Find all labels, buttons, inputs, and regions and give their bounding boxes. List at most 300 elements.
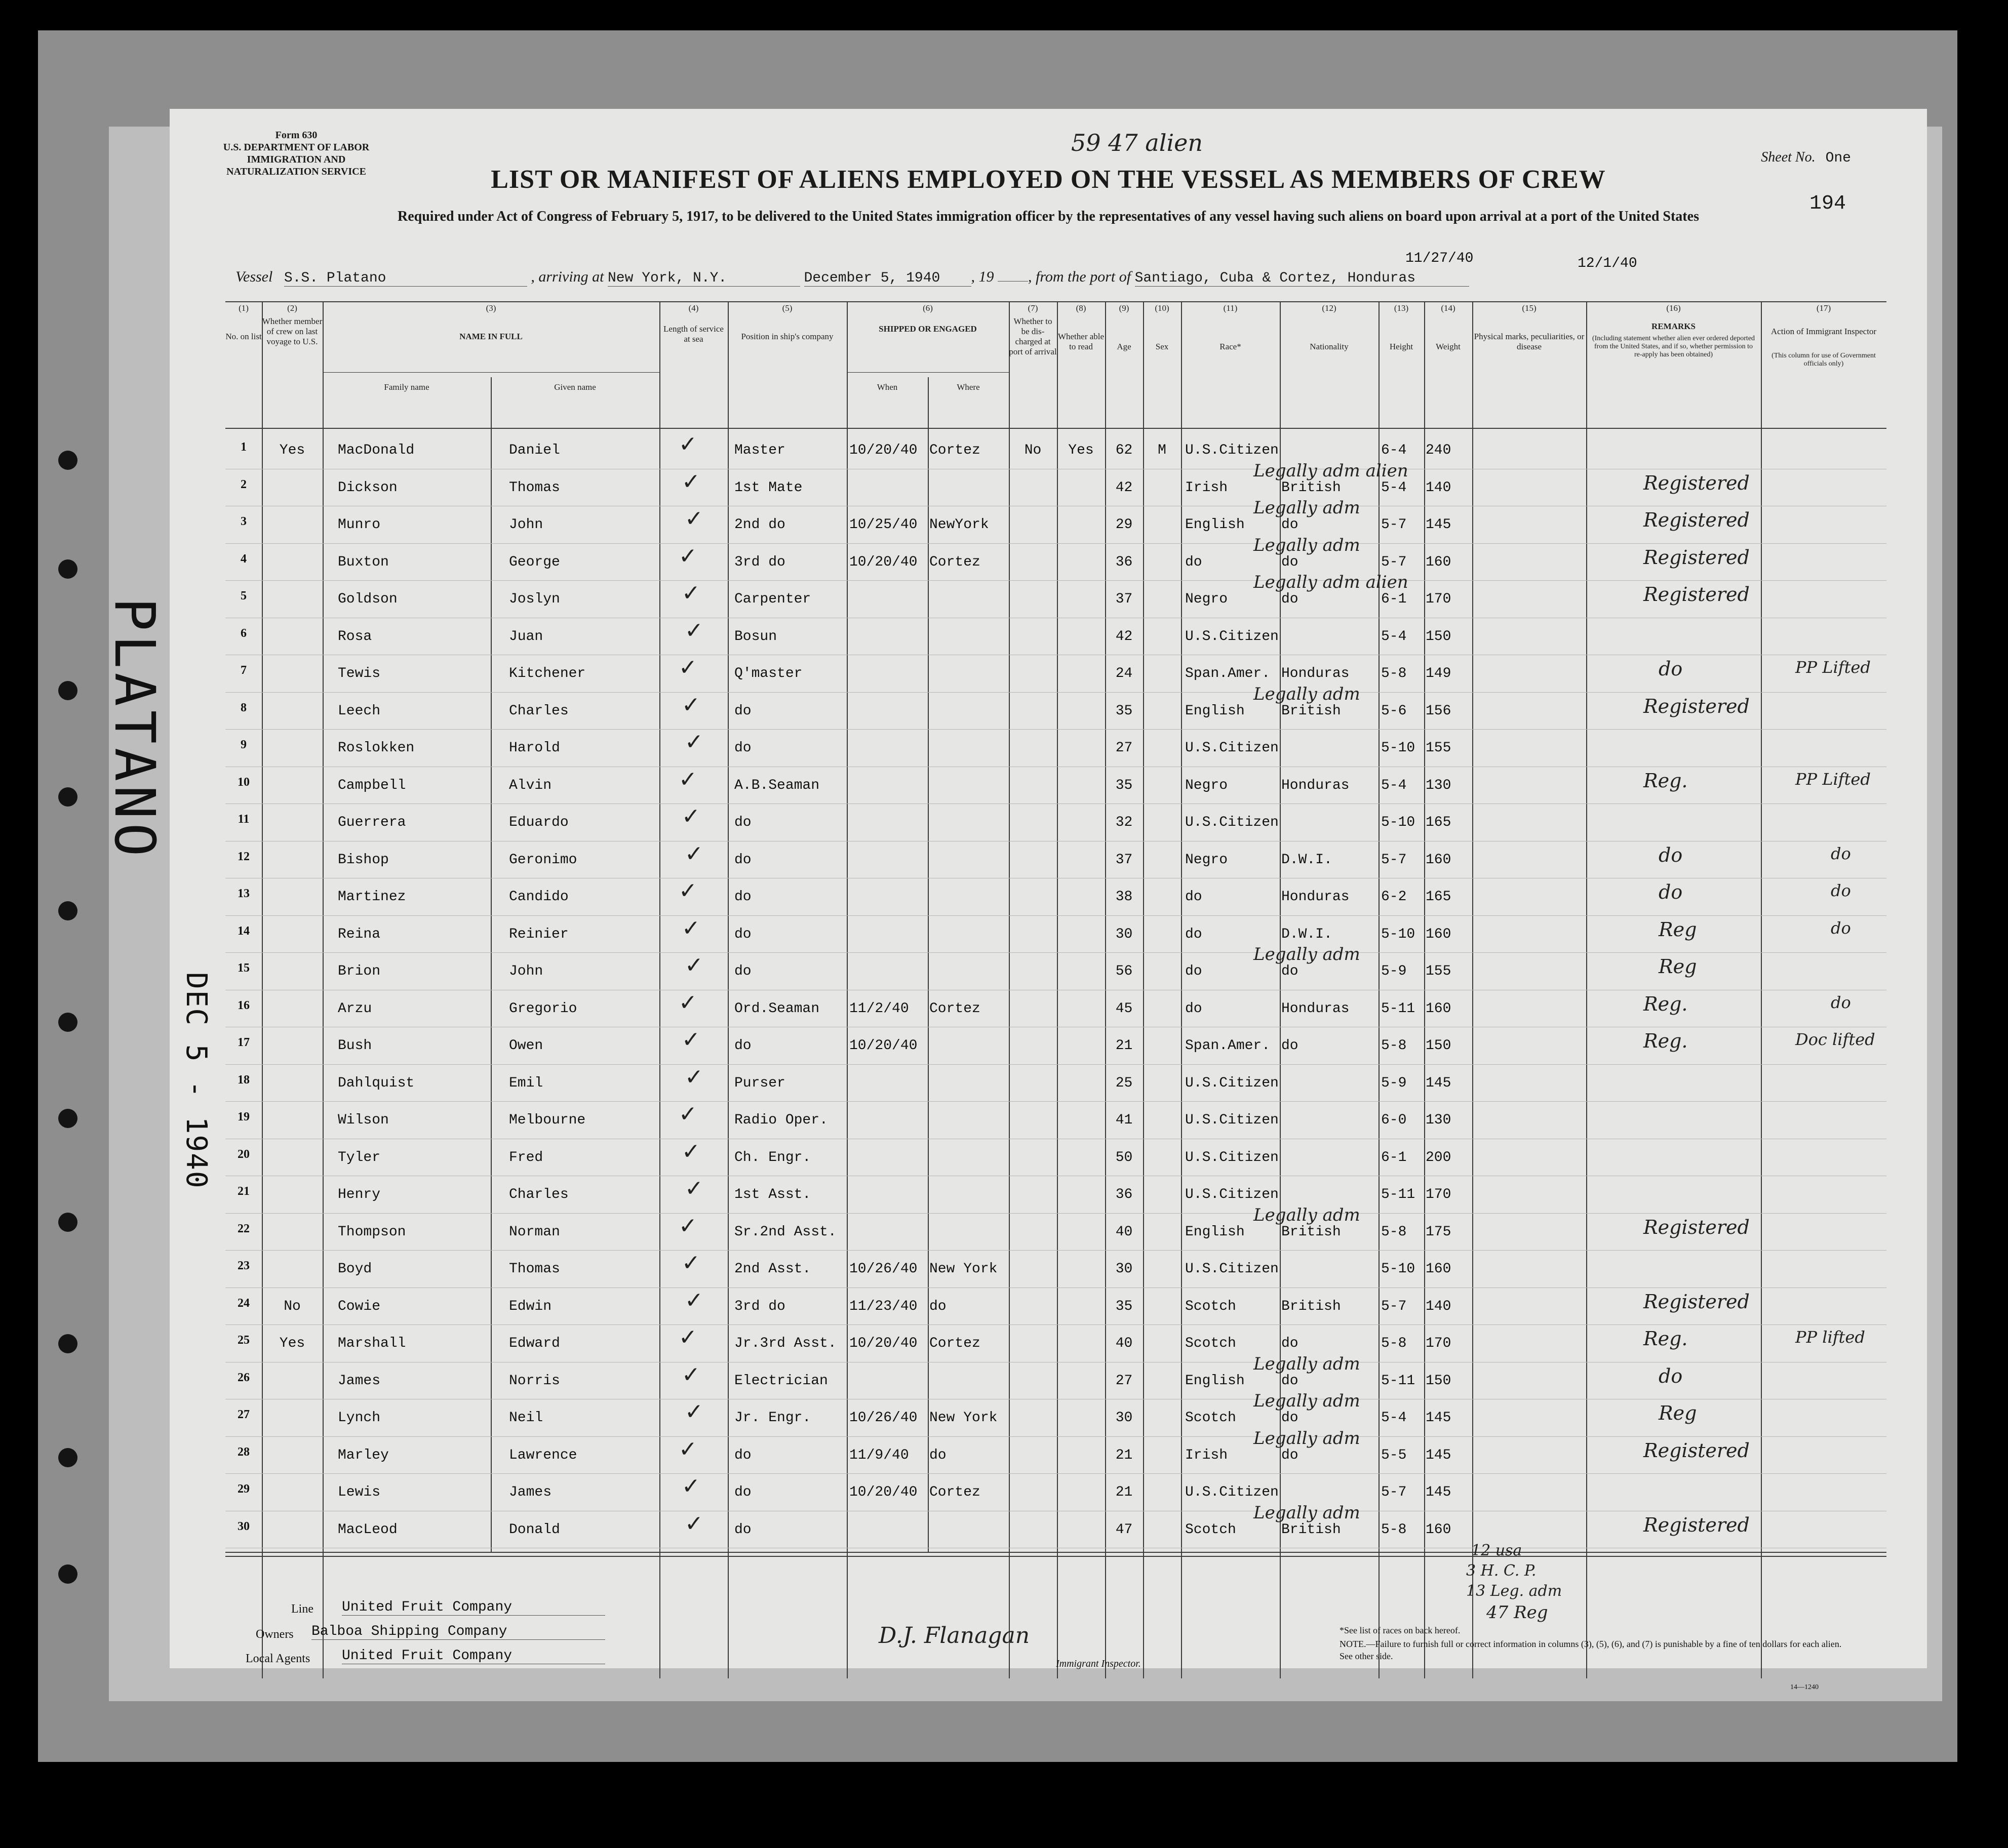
cell-wt: 160 [1426,852,1451,868]
cell-given: Donald [509,1521,560,1538]
cell-given: James [509,1484,552,1500]
cell-race: Negro [1185,777,1228,793]
legal-admission-note: Legally adm [1253,535,1360,555]
cell-race: do [1185,1000,1202,1017]
col-family-name: Family name [384,382,429,392]
cell-n: 8 [241,701,247,714]
cell-family: Martinez [338,889,406,905]
cell-given: Fred [509,1149,543,1166]
cell-age: 25 [1115,1075,1133,1091]
cell-nat: do [1281,1373,1298,1389]
cell-family: MacLeod [338,1521,398,1538]
cell-wt: 160 [1426,554,1451,570]
cell-nat: British [1281,1521,1341,1538]
cell-wt: 149 [1426,666,1451,681]
page-subtitle: Required under Act of Congress of February 5, 1917, to be delivered to the United States immigration officer by the representatives of any vessel having such aliens on board upon arrival at a port of the United States [398,209,1699,224]
check-mark-icon: ✓ [682,1361,700,1388]
manifest-sheet [170,109,1927,1691]
cell-family: Marshall [338,1336,406,1351]
cell-given: Eduardo [509,815,569,830]
check-mark-icon: ✓ [685,1510,703,1537]
cell-wt: 145 [1426,1447,1451,1463]
remark-note: Registered [1643,509,1750,531]
cell-when: 11/9/40 [849,1447,909,1463]
cell-age: 41 [1115,1112,1133,1128]
check-mark-icon: ✓ [679,543,697,569]
remark-note: Registered [1643,1439,1750,1462]
cell-race: U.S.Citizen [1185,628,1279,645]
cell-where: Cortez [929,554,980,570]
cell-pos: do [734,1521,752,1538]
cell-n: 12 [238,850,250,863]
check-mark-icon: ✓ [679,1213,697,1239]
cell-ht: 5-8 [1381,1521,1407,1538]
punch-hole [58,1448,77,1467]
cell-family: Lynch [338,1410,381,1426]
col-given-name: Given name [554,382,596,392]
cell-ht: 5-7 [1381,1484,1407,1500]
cell-wt: 150 [1426,1373,1451,1389]
cell-pos: 2nd Asst. [734,1261,811,1277]
col-weight: Weight [1436,342,1461,351]
cell-age: 35 [1115,777,1133,793]
cell-ht: 5-6 [1381,703,1407,719]
cell-race: do [1185,554,1202,570]
cell-given: Melbourne [509,1112,586,1128]
remark-note: Registered [1643,1513,1750,1536]
cell-pos: do [734,852,752,868]
cell-ht: 5-5 [1381,1447,1407,1463]
check-mark-icon: ✓ [685,617,703,644]
col-no: No. on list [225,332,262,341]
margin-vessel-stamp: PLATANO [102,597,167,861]
cell-where: Cortez [929,1000,980,1017]
cell-pos: do [734,926,752,942]
form-code: 14—1240 [1790,1683,1819,1691]
cell-family: Brion [338,963,381,979]
cell-age: 37 [1115,591,1133,607]
check-mark-icon: ✓ [685,1176,703,1201]
cell-family: Campbell [338,777,406,793]
cell-when: 10/20/40 [849,443,918,458]
cell-family: Henry [338,1187,381,1202]
cell-race: U.S.Citizen [1185,1261,1279,1277]
cell-where: NewYork [929,517,989,533]
cell-ht: 5-10 [1381,740,1415,756]
cell-race: Span.Amer. [1185,1038,1271,1054]
check-mark-icon: ✓ [685,840,703,867]
cell-age: 47 [1115,1521,1133,1538]
cell-pos: 3rd do [734,1298,785,1314]
legal-admission-note: Legally adm [1253,1353,1360,1374]
cell-family: Goldson [338,591,398,607]
check-mark-icon: ✓ [682,692,700,718]
punch-hole [58,787,77,807]
cell-n: 24 [238,1296,250,1310]
cell-prev: No [284,1298,301,1314]
penalty-note: NOTE.—Failure to furnish full or correct information in columns (3), (5), (6), and (7) is punishable by a fine of ten dollars for each alien. See other side. [1340,1639,1842,1661]
cell-n: 23 [238,1259,250,1272]
cell-family: Reina [338,926,381,942]
cell-family: Dickson [338,479,398,496]
cell-race: English [1185,1224,1245,1240]
col-physical: Physical marks, peculiarities, or disease [1474,332,1585,351]
arrival-port: New York, N.Y. [608,270,800,287]
cell-n: 3 [241,515,247,528]
cell-pos: do [734,740,752,756]
cell-nat: British [1281,1298,1341,1314]
cell-given: George [509,554,560,570]
cell-ht: 5-7 [1381,852,1407,868]
cell-given: Daniel [509,443,560,458]
cell-race: Scotch [1185,1298,1236,1314]
cell-family: James [338,1373,381,1389]
cell-nat: Honduras [1281,666,1350,681]
cell-where: Cortez [929,443,980,458]
departure-ports: Santiago, Cuba & Cortez, Honduras [1135,270,1469,287]
arrival-date: December 5, 1940 [804,270,971,287]
cell-ht: 5-8 [1381,1336,1407,1351]
tally-registered: 47 Reg [1486,1602,1548,1623]
cell-race: U.S.Citizen [1185,443,1279,458]
cell-where: Cortez [929,1336,980,1351]
col-length-service: Length of service at sea [663,324,724,344]
cell-race: U.S.Citizen [1185,740,1279,756]
cell-age: 37 [1115,852,1133,868]
cell-race: Irish [1185,479,1228,496]
check-mark-icon: ✓ [682,468,700,495]
remark-note: Reg [1659,955,1697,978]
cell-pos: A.B.Seaman [734,777,820,793]
cell-race: U.S.Citizen [1185,1149,1279,1166]
remark-note: Registered [1643,546,1750,569]
check-mark-icon: ✓ [682,1138,700,1164]
cell-family: Tewis [338,666,381,681]
cell-pos: 3rd do [734,554,785,570]
punch-hole [58,559,77,579]
cell-ht: 6-2 [1381,889,1407,905]
cell-ht: 5-9 [1381,1075,1407,1091]
col-when: When [877,382,898,392]
cell-wt: 130 [1426,777,1451,793]
top-handwritten-note: 59 47 alien [1071,129,1203,156]
cell-family: Marley [338,1447,389,1463]
cell-age: 35 [1115,703,1133,719]
col-previous-voyage: Whether member of crew on last voyage to U.S. [262,316,323,346]
cell-ht: 5-8 [1381,1038,1407,1054]
cell-age: 27 [1115,1373,1133,1389]
cell-nat: Honduras [1281,889,1350,905]
inspector-action-note: PP lifted [1795,1328,1865,1347]
cell-given: Owen [509,1038,543,1054]
cell-given: Gregorio [509,1000,577,1017]
inspector-action-note: do [1831,843,1851,863]
cell-ht: 6-4 [1381,443,1407,458]
punch-hole [58,681,77,700]
cell-n: 27 [238,1408,250,1421]
cell-pos: Master [734,443,785,458]
column-divider [491,377,492,1552]
cell-n: 26 [238,1371,250,1384]
page-number: 194 [1809,192,1846,215]
cell-wt: 170 [1426,1336,1451,1351]
cell-wt: 160 [1426,926,1451,942]
check-mark-icon: ✓ [685,506,703,532]
cell-nat: D.W.I. [1281,926,1332,942]
cell-age: 40 [1115,1336,1133,1351]
legal-admission-note: Legally adm [1253,498,1360,518]
check-mark-icon: ✓ [682,580,700,606]
cell-where: do [929,1447,947,1463]
cell-ht: 5-11 [1381,1187,1415,1202]
cell-wt: 155 [1426,740,1451,756]
col-shipped: SHIPPED OR ENGAGED [879,324,977,334]
cell-age: 21 [1115,1038,1133,1054]
cell-age: 27 [1115,740,1133,756]
cell-family: Buxton [338,554,389,570]
cell-nat: do [1281,1447,1298,1463]
cell-pos: Jr.3rd Asst. [734,1336,837,1351]
cell-age: 38 [1115,889,1133,905]
cell-ht: 5-10 [1381,1261,1415,1277]
check-mark-icon: ✓ [679,431,697,457]
date-cortez: 12/1/40 [1578,256,1637,271]
punch-hole [58,1213,77,1232]
remark-note: Reg. [1643,992,1688,1015]
cell-n: 4 [241,552,247,566]
check-mark-icon: ✓ [685,729,703,755]
cell-wt: 145 [1426,1410,1451,1426]
cell-given: Harold [509,740,560,756]
cell-n: 17 [238,1036,250,1049]
remark-note: do [1659,658,1683,680]
cell-race: Negro [1185,591,1228,607]
cell-n: 22 [238,1222,250,1235]
col-discharged: Whether to be dis-charged at port of arrival [1009,316,1057,356]
cell-where: Cortez [929,1484,980,1500]
check-mark-icon: ✓ [679,878,697,904]
cell-race: U.S.Citizen [1185,1075,1279,1091]
col-action: Action of Immigrant Inspector [1770,327,1877,336]
cell-race: do [1185,889,1202,905]
cell-ht: 6-1 [1381,1149,1407,1166]
check-mark-icon: ✓ [679,1436,697,1462]
cell-family: Lewis [338,1484,381,1500]
footer-line-label: Line [291,1602,313,1616]
cell-pos: Electrician [734,1373,828,1389]
cell-nat: do [1281,517,1298,533]
cell-age: 32 [1115,815,1133,830]
cell-given: John [509,963,543,979]
cell-age: 36 [1115,554,1133,570]
legal-admission-note: Legally adm [1253,684,1360,704]
check-mark-icon: ✓ [685,952,703,978]
cell-pos: Carpenter [734,591,811,607]
footer-agents-label: Local Agents [246,1652,310,1665]
cell-n: 20 [238,1147,250,1161]
cell-ht: 6-1 [1381,591,1407,607]
cell-given: Reinier [509,926,569,942]
cell-wt: 160 [1426,1000,1451,1017]
cell-ht: 5-7 [1381,1298,1407,1314]
remark-note: Reg. [1643,769,1688,792]
cell-family: Munro [338,517,381,533]
cell-age: 30 [1115,1261,1133,1277]
cell-family: MacDonald [338,443,415,458]
cell-wt: 160 [1426,1521,1451,1538]
cell-age: 45 [1115,1000,1133,1017]
legal-admission-note: Legally adm alien [1253,460,1408,481]
col-nationality: Nationality [1310,342,1349,351]
cell-pos: do [734,963,752,979]
cell-race: Scotch [1185,1410,1236,1426]
remark-note: Reg [1659,918,1697,941]
col-remarks-note: (Including statement whether alien ever ordered deported from the United States, and if so, whether permission to re-apply has been obtained) [1592,335,1755,358]
cell-prev: Yes [279,443,305,458]
cell-age: 42 [1115,479,1133,496]
cell-wt: 165 [1426,815,1451,830]
remark-note: do [1659,881,1683,903]
tally-legal: 13 Leg. adm [1466,1582,1562,1600]
cell-given: Alvin [509,777,552,793]
cell-given: Lawrence [509,1447,577,1463]
cell-race: Scotch [1185,1521,1236,1538]
check-mark-icon: ✓ [679,989,697,1016]
sheet-number: Sheet No. One [1761,149,1851,166]
cell-given: Candido [509,889,569,905]
cell-pos: Sr.2nd Asst. [734,1224,837,1240]
cell-race: Scotch [1185,1336,1236,1351]
cell-n: 10 [238,775,250,789]
cell-pos: Bosun [734,628,777,645]
cell-pos: Ord.Seaman [734,1000,820,1017]
cell-nat: do [1281,1410,1298,1426]
cell-given: Joslyn [509,591,560,607]
cell-family: Arzu [338,1000,372,1017]
check-mark-icon: ✓ [685,1064,703,1090]
cell-prev: Yes [279,1336,305,1351]
cell-given: Geronimo [509,852,577,868]
cell-ht: 5-7 [1381,554,1407,570]
races-note: *See list of races on back hereof. [1340,1625,1461,1635]
legal-admission-note: Legally adm alien [1253,572,1408,592]
cell-race: U.S.Citizen [1185,1484,1279,1500]
cell-given: Thomas [509,479,560,496]
check-mark-icon: ✓ [682,1473,700,1499]
inspector-action-note: do [1831,918,1851,938]
cell-nat: do [1281,963,1298,979]
cell-given: Edwin [509,1298,552,1314]
cell-wt: 150 [1426,1038,1451,1054]
cell-wt: 145 [1426,1484,1451,1500]
cell-when: 10/20/40 [849,1336,918,1351]
cell-n: 6 [241,626,247,640]
cell-n: 28 [238,1445,250,1459]
inspector-signature: D.J. Flanagan [879,1623,1030,1649]
cell-age: 29 [1115,517,1133,533]
cell-when: 10/26/40 [849,1410,918,1426]
punch-hole [58,901,77,920]
tally-hcp: 3 H. C. P. [1466,1562,1537,1580]
cell-wt: 145 [1426,517,1451,533]
inspector-action-note: PP Lifted [1795,658,1871,677]
cell-race: U.S.Citizen [1185,1112,1279,1128]
cell-pos: 2nd do [734,517,785,533]
check-mark-icon: ✓ [679,766,697,792]
crew-table: (1) (2) (3) (4) (5) (6) (7) (8) (9) (10) (11) (12) (13) (14) (15) (16) (17) No. on list Whether member of crew on last voyage to U.S. NAME IN FULL Family name Given name Length of service at sea Position in ship's company SHIPPED OR ENGAGED When Where Whether to be dis-charged at port of arrival Whether able to read Age Sex Race* Nationality Height Weight Physical marks, peculiarities, or disease REMARKS (Including statement whether alien ever ordered deported from the United States, and if so, whether permission to re-apply has been obtained) Action of Immigrant Inspector (This column for use of Government officials only) 1 Yes MacDonald Daniel Master 10/20/40 Cortez No Yes 62 M U.S.Citizen 6-4 240 ✓ 2 Dickson Thomas 1st Mate 42 Irish British 5-4 140 ✓ Legally adm alien Registered 3 Munro John 2nd do 10/25/40 NewYork 29 English do 5-7 145 ✓ Legally adm Registered 4 Buxton George 3rd do 10/20/40 Cortez 36 do do 5-7 160 ✓ Legally adm Registered 5 Goldson Joslyn Carpenter 37 Negro do 6-1 170 ✓ Legally adm alien Registered 6 Rosa Juan Bosun 42 U.S.Citizen 5-4 150 ✓ 7 Tewis Kitchener Q'master 24 Span.Amer. Honduras 5-8 149 ✓ do PP Lifted 8 Leech Charles do 35 English British 5-6 156 ✓ Legally adm Registered 9 Roslokken Harold do 27 U.S.Citizen 5-10 155 ✓ 10 Campbell Alvin A.B.Seaman 35 Negro Honduras 5-4 130 ✓ Reg. PP Lifted 11 Guerrera Eduardo do 32 U.S.Citizen 5-10 165 ✓ 12 Bishop Geronimo do 37 Negro D.W.I. 5-7 160 ✓ do do 13 Martinez Candido do 38 do Honduras 6-2 165 ✓ do do 14 Reina Reinier do 30 do D.W.I. 5-10 160 ✓ Reg do 15 Brion John do 56 do do 5-9 155 ✓ Legally adm Reg 16 Arzu Gregorio Ord.Seaman 11/2/40 Cortez 45 do Honduras 5-11 160 ✓ Reg. do 17 Bush Owen do 10/20/40 21 Span.Amer. do 5-8 150 ✓ Reg. Doc lifted 18 Dahlquist Emil Purser 25 U.S.Citizen 5-9 145 ✓ 19 Wilson Melbourne Radio Oper. 41 U.S.Citizen 6-0 130 ✓ 20 Tyler Fred Ch. Engr. 50 U.S.Citizen 6-1 200 ✓ 21 Henry Charles 1st Asst. 36 U.S.Citizen 5-11 170 ✓ 22 Thompson Norman Sr.2nd Asst. 40 English British 5-8 175 ✓ Legally adm Registered 23 Boyd Thomas 2nd Asst. 10/26/40 New York 30 U.S.Citizen 5-10 160 ✓ 24 No Cowie Edwin 3rd do 11/23/40 do 35 Scotch British 5-7 140 ✓ Registered 25 Yes Marshall Edward Jr.3rd Asst. 10/20/40 Cortez 40 Scotch do 5-8 170 ✓ Reg. PP lifted 26 James Norris Electrician 27 English do 5-11 150 ✓ Legally adm do 27 Lynch Neil Jr. Engr. 10/26/40 New York 30 Scotch do 5-4 145 ✓ Legally adm Reg 28 Marley Lawrence do 11/9/40 do 21 Irish do 5-5 145 ✓ Legally adm Registered 29 Lewis James do 10/20/40 Cortez 21 U.S.Citizen 5-7 145 ✓ 30 MacLeod Donald do 47 Scotch British 5-8 160 ✓ Legally adm Registered [225,301,1886,1678]
cell-family: Dahlquist [338,1075,415,1091]
cell-when: 10/20/40 [849,1484,918,1500]
cell-when: 11/23/40 [849,1298,918,1314]
cell-age: 56 [1115,963,1133,979]
cell-given: Charles [509,1187,569,1202]
cell-pos: do [734,889,752,905]
footer-line-value: United Fruit Company [342,1599,605,1616]
legal-admission-note: Legally adm [1253,1391,1360,1411]
punch-hole [58,1334,77,1353]
cell-wt: 200 [1426,1149,1451,1166]
cell-race: Negro [1185,852,1228,868]
punch-hole [58,1564,77,1584]
cell-family: Boyd [338,1261,372,1277]
cell-race: do [1185,926,1202,942]
cell-ht: 5-8 [1381,666,1407,681]
cell-nat: D.W.I. [1281,852,1332,868]
col-remarks: REMARKS [1651,322,1696,331]
remark-note: Registered [1643,1290,1750,1313]
cell-given: Edward [509,1336,560,1351]
vessel-name: S.S. Platano [284,270,527,287]
cell-wt: 155 [1426,963,1451,979]
inspector-action-note: do [1831,992,1851,1012]
column-divider [928,377,929,1552]
cell-wt: 130 [1426,1112,1451,1128]
cell-nat: British [1281,703,1341,719]
cell-family: Roslokken [338,740,415,756]
cell-pos: Ch. Engr. [734,1149,811,1166]
check-mark-icon: ✓ [682,804,700,829]
cell-given: Emil [509,1075,543,1091]
cell-read: Yes [1068,443,1094,458]
cell-wt: 150 [1426,628,1451,645]
remark-note: Registered [1643,471,1750,494]
legal-admission-note: Legally adm [1253,1502,1360,1523]
cell-family: Leech [338,703,381,719]
cell-when: 10/20/40 [849,554,918,570]
cell-pos: Q'master [734,666,803,681]
punch-hole [58,1109,77,1128]
cell-n: 18 [238,1073,250,1087]
cell-family: Wilson [338,1112,389,1128]
cell-ht: 5-8 [1381,1224,1407,1240]
cell-when: 10/20/40 [849,1038,918,1054]
cell-given: Kitchener [509,666,586,681]
remark-note: do [1659,1364,1683,1387]
vessel-line: Vessel S.S. Platano , arriving at New York, N.Y. December 5, 1940 , 19 , from the port of Santiago, Cuba & Cortez, Honduras [235,268,1469,287]
inspector-action-note: do [1831,881,1851,900]
cell-age: 36 [1115,1187,1133,1202]
cell-wt: 240 [1426,443,1451,458]
cell-n: 15 [238,961,250,975]
cell-age: 40 [1115,1224,1133,1240]
cell-n: 1 [241,440,247,454]
col-sex: Sex [1155,342,1169,351]
cell-ht: 5-4 [1381,628,1407,645]
cell-age: 62 [1115,443,1133,458]
cell-wt: 145 [1426,1075,1451,1091]
cell-pos: do [734,1447,752,1463]
cell-race: Irish [1185,1447,1228,1463]
